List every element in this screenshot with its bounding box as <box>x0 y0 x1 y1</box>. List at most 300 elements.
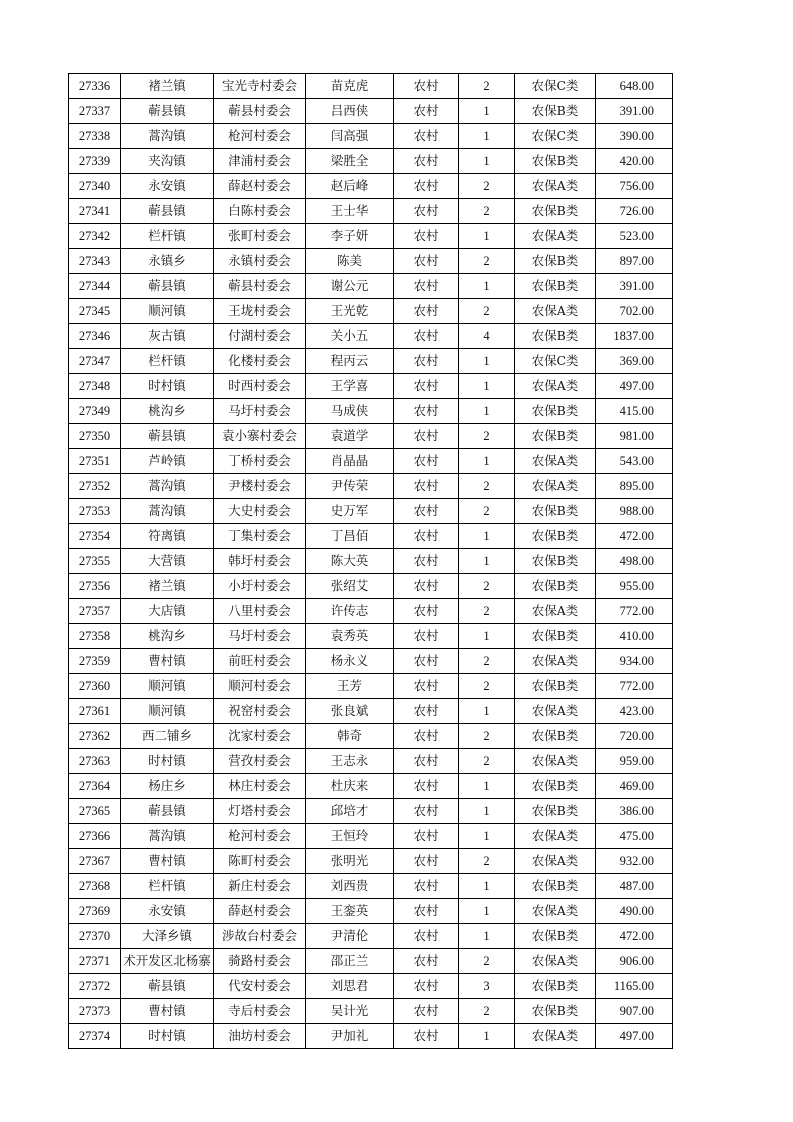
table-row <box>69 599 673 624</box>
household-count-cell: 2 <box>459 249 515 274</box>
insurance-category-cell: 农保A类 <box>515 649 596 674</box>
record-id-cell: 27374 <box>69 1024 121 1049</box>
area-type-cell: 农村 <box>394 599 459 624</box>
household-count-cell: 1 <box>459 274 515 299</box>
table-row <box>69 999 673 1024</box>
household-count-cell: 1 <box>459 549 515 574</box>
table-row <box>69 824 673 849</box>
insurance-category-cell: 农保B类 <box>515 999 596 1024</box>
village-committee-cell: 代安村委会 <box>214 974 306 999</box>
record-id-cell: 27338 <box>69 124 121 149</box>
amount-cell: 648.00 <box>596 74 673 99</box>
record-id-cell: 27364 <box>69 774 121 799</box>
table-row <box>69 524 673 549</box>
area-type-cell: 农村 <box>394 1024 459 1049</box>
insurance-category-cell: 农保A类 <box>515 299 596 324</box>
town-cell: 蕲县镇 <box>121 274 214 299</box>
village-committee-cell: 时西村委会 <box>214 374 306 399</box>
table-body <box>69 74 673 1049</box>
village-committee-cell: 沈家村委会 <box>214 724 306 749</box>
area-type-cell: 农村 <box>394 224 459 249</box>
town-cell: 顺河镇 <box>121 699 214 724</box>
village-committee-cell: 大史村委会 <box>214 499 306 524</box>
insurance-category-cell: 农保B类 <box>515 199 596 224</box>
area-type-cell: 农村 <box>394 749 459 774</box>
area-type-cell: 农村 <box>394 949 459 974</box>
village-committee-cell: 新庄村委会 <box>214 874 306 899</box>
village-committee-cell: 化楼村委会 <box>214 349 306 374</box>
area-type-cell: 农村 <box>394 299 459 324</box>
amount-cell: 959.00 <box>596 749 673 774</box>
village-committee-cell: 前旺村委会 <box>214 649 306 674</box>
town-cell: 时村镇 <box>121 749 214 774</box>
record-id-cell: 27351 <box>69 449 121 474</box>
town-cell: 桃沟乡 <box>121 399 214 424</box>
amount-cell: 756.00 <box>596 174 673 199</box>
table-row <box>69 499 673 524</box>
table-row <box>69 899 673 924</box>
town-cell: 蕲县镇 <box>121 974 214 999</box>
household-count-cell: 1 <box>459 524 515 549</box>
village-committee-cell: 八里村委会 <box>214 599 306 624</box>
area-type-cell: 农村 <box>394 849 459 874</box>
village-committee-cell: 丁集村委会 <box>214 524 306 549</box>
person-name-cell: 袁道学 <box>306 424 394 449</box>
town-cell: 蕲县镇 <box>121 424 214 449</box>
amount-cell: 907.00 <box>596 999 673 1024</box>
record-id-cell: 27370 <box>69 924 121 949</box>
table-row <box>69 474 673 499</box>
record-id-cell: 27358 <box>69 624 121 649</box>
town-cell: 褚兰镇 <box>121 574 214 599</box>
record-id-cell: 27344 <box>69 274 121 299</box>
insurance-category-cell: 农保B类 <box>515 974 596 999</box>
town-cell: 永安镇 <box>121 899 214 924</box>
insurance-category-cell: 农保A类 <box>515 699 596 724</box>
village-committee-cell: 枪河村委会 <box>214 124 306 149</box>
village-committee-cell: 张町村委会 <box>214 224 306 249</box>
person-name-cell: 许传志 <box>306 599 394 624</box>
town-cell: 蒿沟镇 <box>121 474 214 499</box>
table-row <box>69 674 673 699</box>
household-count-cell: 3 <box>459 974 515 999</box>
table-row <box>69 1024 673 1049</box>
table-row <box>69 124 673 149</box>
record-id-cell: 27360 <box>69 674 121 699</box>
person-name-cell: 杜庆来 <box>306 774 394 799</box>
person-name-cell: 赵后峰 <box>306 174 394 199</box>
town-cell: 蕲县镇 <box>121 799 214 824</box>
town-cell: 栏杆镇 <box>121 874 214 899</box>
household-count-cell: 2 <box>459 474 515 499</box>
table-row <box>69 249 673 274</box>
household-count-cell: 1 <box>459 149 515 174</box>
village-committee-cell: 王垅村委会 <box>214 299 306 324</box>
household-count-cell: 1 <box>459 374 515 399</box>
record-id-cell: 27361 <box>69 699 121 724</box>
insurance-category-cell: 农保B类 <box>515 799 596 824</box>
amount-cell: 726.00 <box>596 199 673 224</box>
amount-cell: 390.00 <box>596 124 673 149</box>
record-id-cell: 27359 <box>69 649 121 674</box>
household-count-cell: 2 <box>459 749 515 774</box>
area-type-cell: 农村 <box>394 249 459 274</box>
town-cell: 栏杆镇 <box>121 349 214 374</box>
village-committee-cell: 津浦村委会 <box>214 149 306 174</box>
table-row <box>69 349 673 374</box>
table-row <box>69 399 673 424</box>
town-cell: 时村镇 <box>121 1024 214 1049</box>
village-committee-cell: 蕲县村委会 <box>214 99 306 124</box>
household-count-cell: 1 <box>459 774 515 799</box>
record-id-cell: 27350 <box>69 424 121 449</box>
village-committee-cell: 尹楼村委会 <box>214 474 306 499</box>
table-row <box>69 949 673 974</box>
area-type-cell: 农村 <box>394 699 459 724</box>
table-row <box>69 449 673 474</box>
household-count-cell: 1 <box>459 449 515 474</box>
insurance-category-cell: 农保A类 <box>515 449 596 474</box>
insurance-category-cell: 农保A类 <box>515 849 596 874</box>
area-type-cell: 农村 <box>394 174 459 199</box>
record-id-cell: 27366 <box>69 824 121 849</box>
town-cell: 大店镇 <box>121 599 214 624</box>
village-committee-cell: 祝窑村委会 <box>214 699 306 724</box>
household-count-cell: 1 <box>459 399 515 424</box>
town-cell: 时村镇 <box>121 374 214 399</box>
village-committee-cell: 宝光寺村委会 <box>214 74 306 99</box>
record-id-cell: 27347 <box>69 349 121 374</box>
amount-cell: 906.00 <box>596 949 673 974</box>
table-row <box>69 774 673 799</box>
area-type-cell: 农村 <box>394 674 459 699</box>
record-id-cell: 27339 <box>69 149 121 174</box>
area-type-cell: 农村 <box>394 524 459 549</box>
amount-cell: 475.00 <box>596 824 673 849</box>
amount-cell: 469.00 <box>596 774 673 799</box>
amount-cell: 472.00 <box>596 924 673 949</box>
amount-cell: 490.00 <box>596 899 673 924</box>
area-type-cell: 农村 <box>394 199 459 224</box>
household-count-cell: 1 <box>459 124 515 149</box>
town-cell: 蒿沟镇 <box>121 824 214 849</box>
record-id-cell: 27348 <box>69 374 121 399</box>
area-type-cell: 农村 <box>394 399 459 424</box>
amount-cell: 932.00 <box>596 849 673 874</box>
insurance-category-cell: 农保A类 <box>515 599 596 624</box>
insurance-category-cell: 农保A类 <box>515 1024 596 1049</box>
person-name-cell: 史万军 <box>306 499 394 524</box>
town-cell: 蒿沟镇 <box>121 499 214 524</box>
insurance-category-cell: 农保B类 <box>515 424 596 449</box>
insurance-category-cell: 农保B类 <box>515 574 596 599</box>
record-id-cell: 27372 <box>69 974 121 999</box>
person-name-cell: 丁昌佰 <box>306 524 394 549</box>
person-name-cell: 王士华 <box>306 199 394 224</box>
insurance-category-cell: 农保B类 <box>515 624 596 649</box>
town-cell: 曹村镇 <box>121 849 214 874</box>
town-cell: 褚兰镇 <box>121 74 214 99</box>
village-committee-cell: 永镇村委会 <box>214 249 306 274</box>
town-cell: 顺河镇 <box>121 674 214 699</box>
town-cell: 桃沟乡 <box>121 624 214 649</box>
town-cell: 芦岭镇 <box>121 449 214 474</box>
household-count-cell: 1 <box>459 349 515 374</box>
village-committee-cell: 白陈村委会 <box>214 199 306 224</box>
person-name-cell: 刘西贵 <box>306 874 394 899</box>
household-count-cell: 2 <box>459 674 515 699</box>
village-committee-cell: 灯塔村委会 <box>214 799 306 824</box>
insurance-category-cell: 农保A类 <box>515 824 596 849</box>
table-row <box>69 924 673 949</box>
household-count-cell: 1 <box>459 799 515 824</box>
insurance-category-cell: 农保A类 <box>515 374 596 399</box>
household-count-cell: 2 <box>459 724 515 749</box>
area-type-cell: 农村 <box>394 724 459 749</box>
area-type-cell: 农村 <box>394 774 459 799</box>
insurance-category-cell: 农保B类 <box>515 399 596 424</box>
person-name-cell: 刘思君 <box>306 974 394 999</box>
person-name-cell: 袁秀英 <box>306 624 394 649</box>
town-cell: 永镇乡 <box>121 249 214 274</box>
table-row <box>69 574 673 599</box>
amount-cell: 981.00 <box>596 424 673 449</box>
record-id-cell: 27355 <box>69 549 121 574</box>
person-name-cell: 吴计光 <box>306 999 394 1024</box>
household-count-cell: 1 <box>459 224 515 249</box>
amount-cell: 897.00 <box>596 249 673 274</box>
household-count-cell: 1 <box>459 874 515 899</box>
record-id-cell: 27340 <box>69 174 121 199</box>
insurance-category-cell: 农保A类 <box>515 899 596 924</box>
area-type-cell: 农村 <box>394 274 459 299</box>
village-committee-cell: 袁小寨村委会 <box>214 424 306 449</box>
record-id-cell: 27371 <box>69 949 121 974</box>
village-committee-cell: 丁桥村委会 <box>214 449 306 474</box>
town-cell: 夹沟镇 <box>121 149 214 174</box>
area-type-cell: 农村 <box>394 499 459 524</box>
village-committee-cell: 陈町村委会 <box>214 849 306 874</box>
person-name-cell: 王志永 <box>306 749 394 774</box>
town-cell: 大营镇 <box>121 549 214 574</box>
table-row <box>69 324 673 349</box>
insurance-category-cell: 农保A类 <box>515 224 596 249</box>
household-count-cell: 1 <box>459 99 515 124</box>
household-count-cell: 2 <box>459 74 515 99</box>
person-name-cell: 程丙云 <box>306 349 394 374</box>
household-count-cell: 1 <box>459 624 515 649</box>
town-cell: 蕲县镇 <box>121 199 214 224</box>
table-row <box>69 799 673 824</box>
amount-cell: 420.00 <box>596 149 673 174</box>
record-id-cell: 27343 <box>69 249 121 274</box>
person-name-cell: 王光乾 <box>306 299 394 324</box>
village-committee-cell: 营孜村委会 <box>214 749 306 774</box>
area-type-cell: 农村 <box>394 449 459 474</box>
household-count-cell: 2 <box>459 174 515 199</box>
person-name-cell: 邵正兰 <box>306 949 394 974</box>
table-row <box>69 199 673 224</box>
table-row <box>69 299 673 324</box>
person-name-cell: 张明光 <box>306 849 394 874</box>
table-row <box>69 424 673 449</box>
town-cell: 蕲县镇 <box>121 99 214 124</box>
insurance-category-cell: 农保B类 <box>515 524 596 549</box>
village-committee-cell: 小圩村委会 <box>214 574 306 599</box>
insurance-category-cell: 农保C类 <box>515 74 596 99</box>
insurance-category-cell: 农保B类 <box>515 149 596 174</box>
village-committee-cell: 马圩村委会 <box>214 399 306 424</box>
amount-cell: 543.00 <box>596 449 673 474</box>
area-type-cell: 农村 <box>394 649 459 674</box>
area-type-cell: 农村 <box>394 549 459 574</box>
person-name-cell: 李子妍 <box>306 224 394 249</box>
person-name-cell: 王銮英 <box>306 899 394 924</box>
record-id-cell: 27346 <box>69 324 121 349</box>
table-row <box>69 749 673 774</box>
record-id-cell: 27349 <box>69 399 121 424</box>
area-type-cell: 农村 <box>394 349 459 374</box>
person-name-cell: 陈美 <box>306 249 394 274</box>
town-cell: 栏杆镇 <box>121 224 214 249</box>
record-id-cell: 27357 <box>69 599 121 624</box>
insurance-category-cell: 农保B类 <box>515 99 596 124</box>
amount-cell: 497.00 <box>596 1024 673 1049</box>
village-committee-cell: 薛赵村委会 <box>214 174 306 199</box>
amount-cell: 487.00 <box>596 874 673 899</box>
amount-cell: 1165.00 <box>596 974 673 999</box>
record-id-cell: 27365 <box>69 799 121 824</box>
amount-cell: 955.00 <box>596 574 673 599</box>
table-row <box>69 149 673 174</box>
village-committee-cell: 林庄村委会 <box>214 774 306 799</box>
area-type-cell: 农村 <box>394 874 459 899</box>
area-type-cell: 农村 <box>394 624 459 649</box>
record-id-cell: 27367 <box>69 849 121 874</box>
village-committee-cell: 蕲县村委会 <box>214 274 306 299</box>
insurance-category-cell: 农保B类 <box>515 324 596 349</box>
record-id-cell: 27362 <box>69 724 121 749</box>
insurance-category-cell: 农保B类 <box>515 274 596 299</box>
insurance-category-cell: 农保B类 <box>515 724 596 749</box>
town-cell: 永安镇 <box>121 174 214 199</box>
area-type-cell: 农村 <box>394 974 459 999</box>
area-type-cell: 农村 <box>394 999 459 1024</box>
table-row <box>69 874 673 899</box>
amount-cell: 498.00 <box>596 549 673 574</box>
area-type-cell: 农村 <box>394 124 459 149</box>
amount-cell: 988.00 <box>596 499 673 524</box>
person-name-cell: 肖晶晶 <box>306 449 394 474</box>
table-row <box>69 649 673 674</box>
insurance-category-cell: 农保B类 <box>515 924 596 949</box>
amount-cell: 472.00 <box>596 524 673 549</box>
person-name-cell: 谢公元 <box>306 274 394 299</box>
town-cell: 西二铺乡 <box>121 724 214 749</box>
amount-cell: 415.00 <box>596 399 673 424</box>
town-cell: 符离镇 <box>121 524 214 549</box>
person-name-cell: 尹清伦 <box>306 924 394 949</box>
area-type-cell: 农村 <box>394 374 459 399</box>
household-count-cell: 2 <box>459 949 515 974</box>
area-type-cell: 农村 <box>394 424 459 449</box>
person-name-cell: 王学喜 <box>306 374 394 399</box>
village-committee-cell: 枪河村委会 <box>214 824 306 849</box>
household-count-cell: 1 <box>459 924 515 949</box>
insurance-category-cell: 农保C类 <box>515 349 596 374</box>
area-type-cell: 农村 <box>394 799 459 824</box>
record-id-cell: 27363 <box>69 749 121 774</box>
village-committee-cell: 骑路村委会 <box>214 949 306 974</box>
person-name-cell: 尹传荣 <box>306 474 394 499</box>
household-count-cell: 2 <box>459 299 515 324</box>
area-type-cell: 农村 <box>394 474 459 499</box>
table-row <box>69 74 673 99</box>
area-type-cell: 农村 <box>394 899 459 924</box>
village-committee-cell: 付湖村委会 <box>214 324 306 349</box>
household-count-cell: 2 <box>459 574 515 599</box>
person-name-cell: 杨永义 <box>306 649 394 674</box>
amount-cell: 391.00 <box>596 274 673 299</box>
village-committee-cell: 顺河村委会 <box>214 674 306 699</box>
amount-cell: 702.00 <box>596 299 673 324</box>
table-row <box>69 699 673 724</box>
amount-cell: 720.00 <box>596 724 673 749</box>
amount-cell: 772.00 <box>596 674 673 699</box>
town-cell: 蒿沟镇 <box>121 124 214 149</box>
person-name-cell: 陈大英 <box>306 549 394 574</box>
town-cell: 顺河镇 <box>121 299 214 324</box>
record-id-cell: 27373 <box>69 999 121 1024</box>
insurance-category-cell: 农保A类 <box>515 174 596 199</box>
household-count-cell: 1 <box>459 699 515 724</box>
insurance-category-cell: 农保A类 <box>515 749 596 774</box>
household-count-cell: 2 <box>459 424 515 449</box>
area-type-cell: 农村 <box>394 824 459 849</box>
amount-cell: 410.00 <box>596 624 673 649</box>
record-id-cell: 27352 <box>69 474 121 499</box>
table-row <box>69 99 673 124</box>
record-id-cell: 27337 <box>69 99 121 124</box>
person-name-cell: 王芳 <box>306 674 394 699</box>
amount-cell: 369.00 <box>596 349 673 374</box>
record-id-cell: 27336 <box>69 74 121 99</box>
record-id-cell: 27368 <box>69 874 121 899</box>
amount-cell: 772.00 <box>596 599 673 624</box>
town-cell: 曹村镇 <box>121 649 214 674</box>
assistance-table <box>68 73 673 1049</box>
household-count-cell: 1 <box>459 899 515 924</box>
person-name-cell: 梁胜全 <box>306 149 394 174</box>
record-id-cell: 27345 <box>69 299 121 324</box>
record-id-cell: 27354 <box>69 524 121 549</box>
insurance-category-cell: 农保B类 <box>515 874 596 899</box>
record-id-cell: 27341 <box>69 199 121 224</box>
area-type-cell: 农村 <box>394 74 459 99</box>
person-name-cell: 韩奇 <box>306 724 394 749</box>
village-committee-cell: 油坊村委会 <box>214 1024 306 1049</box>
table-row <box>69 174 673 199</box>
household-count-cell: 2 <box>459 649 515 674</box>
person-name-cell: 马成侠 <box>306 399 394 424</box>
insurance-category-cell: 农保A类 <box>515 474 596 499</box>
table-row <box>69 224 673 249</box>
amount-cell: 386.00 <box>596 799 673 824</box>
person-name-cell: 王恒玲 <box>306 824 394 849</box>
insurance-category-cell: 农保A类 <box>515 949 596 974</box>
town-cell: 大泽乡镇 <box>121 924 214 949</box>
person-name-cell: 邱培才 <box>306 799 394 824</box>
